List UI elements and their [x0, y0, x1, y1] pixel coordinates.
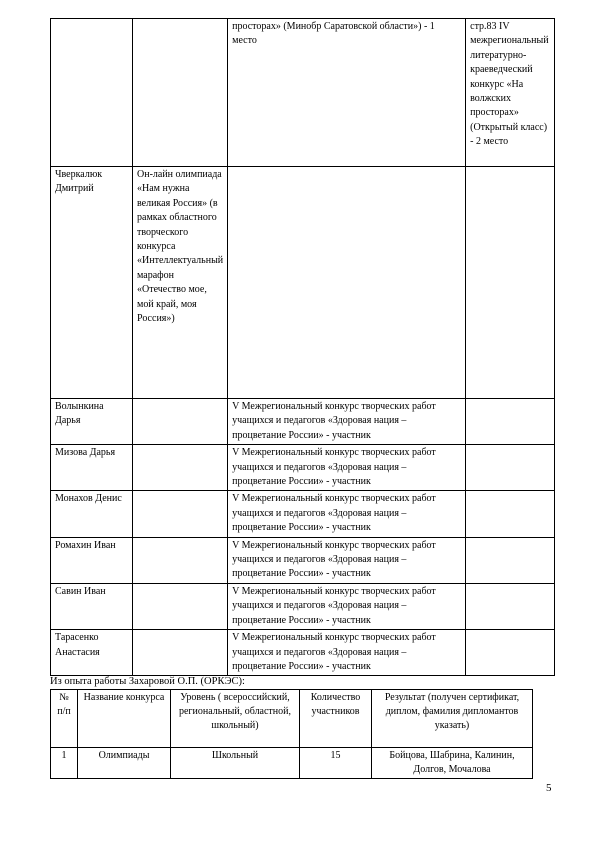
header-cell: Результат (получен сертификат, диплом, фамилия дипломантов указать) — [372, 690, 533, 748]
student-name: Ромахин Иван — [51, 537, 133, 583]
student-name: Волынкина Дарья — [51, 399, 133, 445]
table-row — [51, 537, 555, 583]
table-cell — [466, 583, 555, 629]
table-cell — [466, 445, 555, 491]
table-row — [51, 583, 555, 629]
student-name: Чверкалюк Дмитрий — [51, 167, 133, 399]
student-name: Савин Иван — [51, 583, 133, 629]
table-cell: V Межрегиональный конкурс творческих работ учащихся и педагогов «Здоровая нация – процветание России» - участник — [228, 583, 466, 629]
table-cell — [133, 630, 228, 676]
page-number: 5 — [546, 782, 552, 794]
header-cell: Уровень ( всероссийский, региональный, областной, школьный) — [171, 690, 300, 748]
table-row — [51, 748, 533, 779]
table-cell: Школьный — [171, 748, 300, 779]
student-name: Тарасенко Анастасия — [51, 630, 133, 676]
student-name: Монахов Денис — [51, 491, 133, 537]
table-row — [51, 399, 555, 445]
table-cell — [466, 630, 555, 676]
table-cell — [133, 19, 228, 167]
section-caption: Из опыта работы Захаровой О.П. (ОРКЭС): — [50, 676, 245, 687]
participants-table — [50, 18, 555, 676]
table-cell: V Межрегиональный конкурс творческих работ учащихся и педагогов «Здоровая нация – процветание России» - участник — [228, 445, 466, 491]
table-header-row — [51, 690, 533, 748]
table-cell — [51, 19, 133, 167]
table-cell: просторах» (Минобр Саратовской области») - 1 место — [228, 19, 466, 167]
table-cell: Он-лайн олимпиада «Нам нужна великая Россия» (в рамках областного творческого конкурса «Интеллектуальный марафон «Отечество мое, мой край, моя Россия») — [133, 167, 228, 399]
table-cell — [466, 399, 555, 445]
table-cell: V Межрегиональный конкурс творческих работ учащихся и педагогов «Здоровая нация – процветание России» - участник — [228, 399, 466, 445]
table-cell: стр.83 IV межрегиональный литературно-краеведческий конкурс «На волжских просторах» (Открытый класс) - 2 место — [466, 19, 555, 167]
table-cell: Бойцова, Шабрина, Калинин, Долгов, Мочалова — [372, 748, 533, 779]
table-cell — [133, 537, 228, 583]
table-row — [51, 491, 555, 537]
table-cell — [466, 167, 555, 399]
table-cell — [133, 491, 228, 537]
student-name: Мизова Дарья — [51, 445, 133, 491]
table-cell — [133, 583, 228, 629]
table-cell — [466, 491, 555, 537]
table-cell: 15 — [300, 748, 372, 779]
table-row — [51, 630, 555, 676]
header-cell: № п/п — [51, 690, 78, 748]
table-cell — [133, 399, 228, 445]
table-row — [51, 19, 555, 167]
table-cell: V Межрегиональный конкурс творческих работ учащихся и педагогов «Здоровая нация – процветание России» - участник — [228, 537, 466, 583]
table-cell — [466, 537, 555, 583]
table-row — [51, 445, 555, 491]
table-cell — [228, 167, 466, 399]
header-cell: Название конкурса — [78, 690, 171, 748]
table-cell: V Межрегиональный конкурс творческих работ учащихся и педагогов «Здоровая нация – процветание России» - участник — [228, 491, 466, 537]
header-cell: Количество участников — [300, 690, 372, 748]
contests-table — [50, 689, 533, 779]
table-cell — [133, 445, 228, 491]
table-row — [51, 167, 555, 399]
table-cell: Олимпиады — [78, 748, 171, 779]
table-cell: 1 — [51, 748, 78, 779]
table-cell: V Межрегиональный конкурс творческих работ учащихся и педагогов «Здоровая нация – процветание России» - участник — [228, 630, 466, 676]
